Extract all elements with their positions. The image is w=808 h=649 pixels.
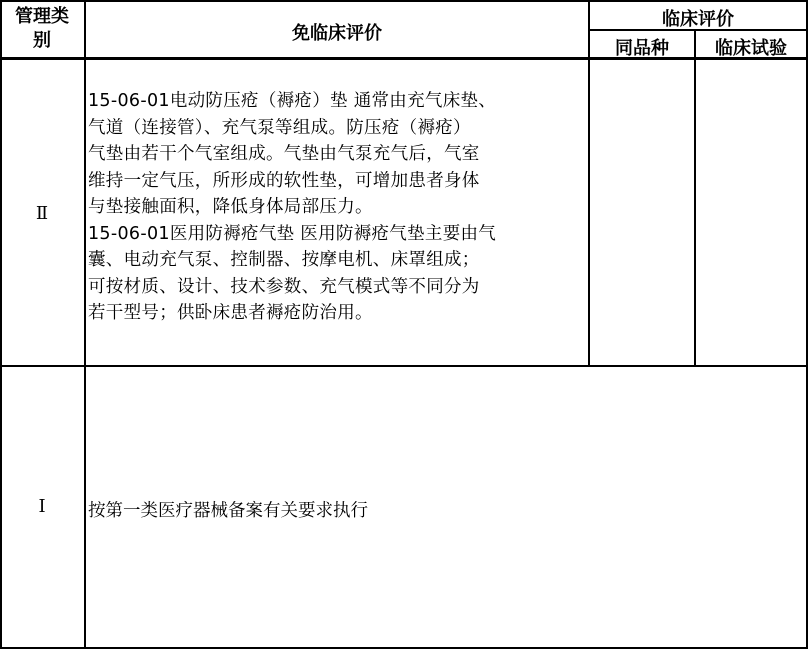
description-line: 与垫接触面积，降低身体局部压力。 [88, 197, 373, 217]
header-category-line-1: 管理类 [15, 6, 69, 27]
description-line: 气垫由若干个气室组成。气垫由气泵充气后，气室 [88, 144, 480, 164]
divider-row [0, 365, 808, 367]
row-category: Ⅰ [38, 496, 46, 517]
description-line: 15-06-01电动防压疮（褥疮）垫 通常由充气床垫、 [88, 91, 497, 111]
divider-col-1 [84, 0, 86, 649]
header-category [0, 5, 84, 53]
description-line: 囊、电动充气泵、控制器、按摩电机、床罩组成； [88, 250, 480, 270]
header-category-line-2: 别 [33, 30, 51, 51]
header-clinical-trial: 临床试验 [715, 38, 787, 59]
description-line: 气道（连接管）、充气泵等组成。防压疮（褥疮） [88, 117, 471, 138]
row-description: 按第一类医疗器械备案有关要求执行 [88, 501, 368, 521]
description-line: 维持一定气压，所形成的软性垫，可增加患者身体 [88, 170, 480, 191]
divider-col-3 [694, 30, 696, 366]
row-category: Ⅱ [35, 203, 49, 224]
header-exempt: 免临床评价 [292, 23, 382, 44]
description-line: 可按材质、设计、技术参数、充气模式等不同分为 [88, 276, 480, 297]
description-line: 若干型号；供卧床患者褥疮防治用。 [88, 303, 373, 323]
header-clinical: 临床评价 [662, 9, 734, 30]
row-description [88, 88, 588, 327]
header-same-variety: 同品种 [615, 38, 669, 59]
table-border-left [0, 0, 2, 649]
description-line: 15-06-01医用防褥疮气垫 医用防褥疮气垫主要由气 [88, 223, 497, 244]
table-border-top [0, 0, 808, 2]
